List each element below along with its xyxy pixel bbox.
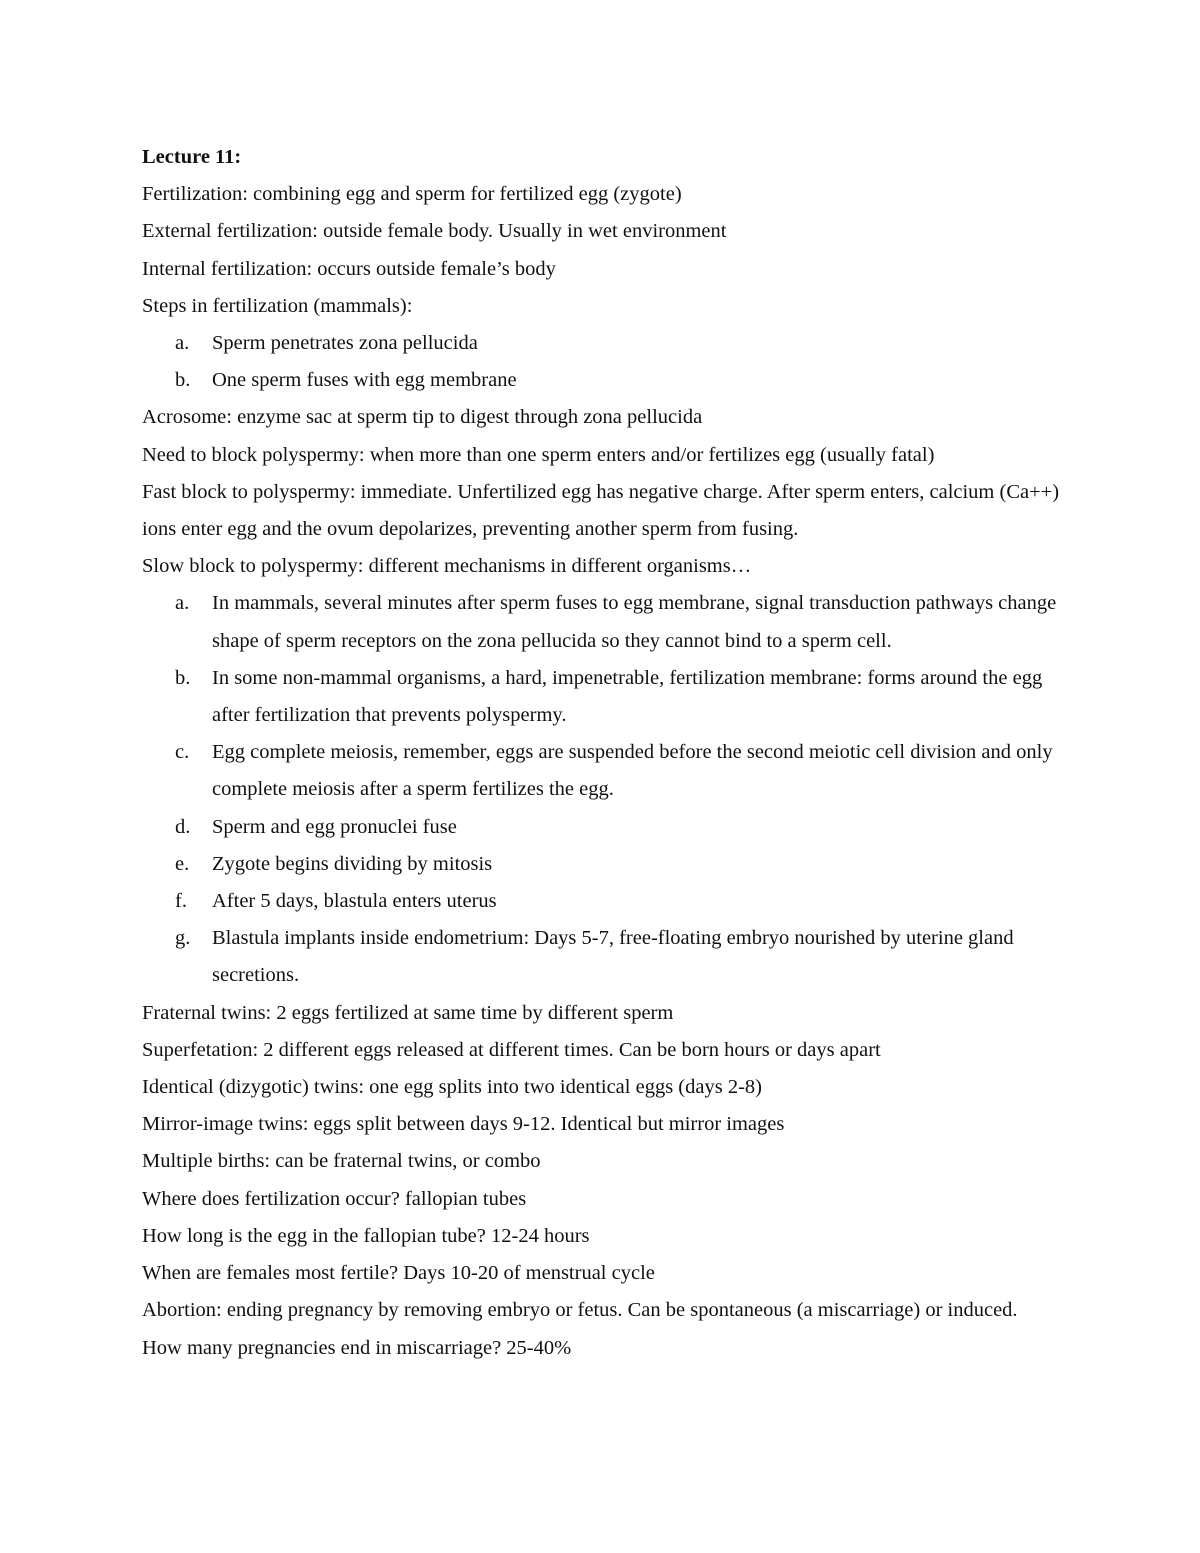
paragraph-external-fertilization: External fertilization: outside female body. Usually in wet environment (142, 220, 727, 243)
list-item (142, 325, 1072, 362)
list-item-text: Sperm and egg pronuclei fuse (212, 815, 457, 838)
paragraph-fast-block: Fast block to polyspermy: immediate. Unfertilized egg has negative charge. After sperm enters, calcium (Ca++) ions enter egg and the ovum depolarizes, preventing another sperm from fusing. (142, 480, 1060, 541)
list-item (142, 585, 1072, 659)
list-item-text: In some non-mammal organisms, a hard, impenetrable, fertilization membrane: forms around the egg after fertilization that prevents polyspermy. (212, 666, 1043, 727)
paragraph-polyspermy: Need to block polyspermy: when more than one sperm enters and/or fertilizes egg (usually fatal) (142, 443, 935, 466)
paragraph-miscarriage: How many pregnancies end in miscarriage? 25-40% (142, 1336, 572, 1359)
list-marker: c. (175, 741, 190, 764)
list-marker: b. (175, 369, 191, 392)
steps-list (142, 325, 1072, 399)
paragraph-superfetation: Superfetation: 2 different eggs released at different times. Can be born hours or days apart (142, 1038, 881, 1061)
paragraph-steps-heading: Steps in fertilization (mammals): (142, 294, 413, 317)
list-marker: a. (175, 592, 190, 615)
paragraph-acrosome: Acrosome: enzyme sac at sperm tip to digest through zona pellucida (142, 406, 703, 429)
document-body (142, 139, 1072, 1367)
list-item (142, 809, 1072, 846)
list-marker: f. (175, 890, 187, 913)
list-item (142, 362, 1072, 399)
list-item (142, 883, 1072, 920)
list-marker: g. (175, 927, 191, 950)
list-item-text: Sperm penetrates zona pellucida (212, 332, 478, 355)
list-marker: d. (175, 815, 191, 838)
list-item (142, 660, 1072, 734)
paragraph-egg-duration: How long is the egg in the fallopian tube? 12-24 hours (142, 1224, 590, 1247)
paragraph-fraternal-twins: Fraternal twins: 2 eggs fertilized at same time by different sperm (142, 1001, 674, 1024)
paragraph-slow-block: Slow block to polyspermy: different mechanisms in different organisms… (142, 555, 752, 578)
paragraph-most-fertile: When are females most fertile? Days 10-20 of menstrual cycle (142, 1262, 655, 1285)
list-item (142, 846, 1072, 883)
list-item (142, 920, 1072, 994)
list-marker: b. (175, 666, 191, 689)
list-item-text: In mammals, several minutes after sperm fuses to egg membrane, signal transduction pathways change shape of sperm receptors on the zona pellucida so they cannot bind to a sperm cell. (212, 592, 1057, 652)
paragraph-mirror-image-twins: Mirror-image twins: eggs split between days 9-12. Identical but mirror images (142, 1113, 785, 1136)
paragraph-abortion: Abortion: ending pregnancy by removing embryo or fetus. Can be spontaneous (a miscarriage) or induced. (142, 1299, 1018, 1322)
paragraph-fertilization: Fertilization: combining egg and sperm for fertilized egg (zygote) (142, 183, 682, 206)
list-marker: e. (175, 852, 190, 875)
paragraph-multiple-births: Multiple births: can be fraternal twins, or combo (142, 1150, 541, 1173)
list-item-text: One sperm fuses with egg membrane (212, 369, 517, 392)
list-item (142, 734, 1072, 808)
slow-block-list (142, 585, 1072, 994)
list-item-text: After 5 days, blastula enters uterus (212, 890, 497, 913)
list-item-text: Blastula implants inside endometrium: Days 5-7, free-floating embryo nourished by uterine gland secretions. (212, 927, 1014, 987)
list-item-text: Zygote begins dividing by mitosis (212, 852, 493, 875)
paragraph-internal-fertilization: Internal fertilization: occurs outside female’s body (142, 257, 556, 280)
paragraph-where-fertilization: Where does fertilization occur? fallopian tubes (142, 1187, 527, 1210)
lecture-title: Lecture 11: (142, 146, 242, 168)
list-item-text: Egg complete meiosis, remember, eggs are suspended before the second meiotic cell division and only complete meiosis after a sperm fertilizes the egg. (212, 741, 1053, 801)
list-marker: a. (175, 332, 190, 355)
paragraph-identical-twins: Identical (dizygotic) twins: one egg splits into two identical eggs (days 2-8) (142, 1076, 762, 1099)
